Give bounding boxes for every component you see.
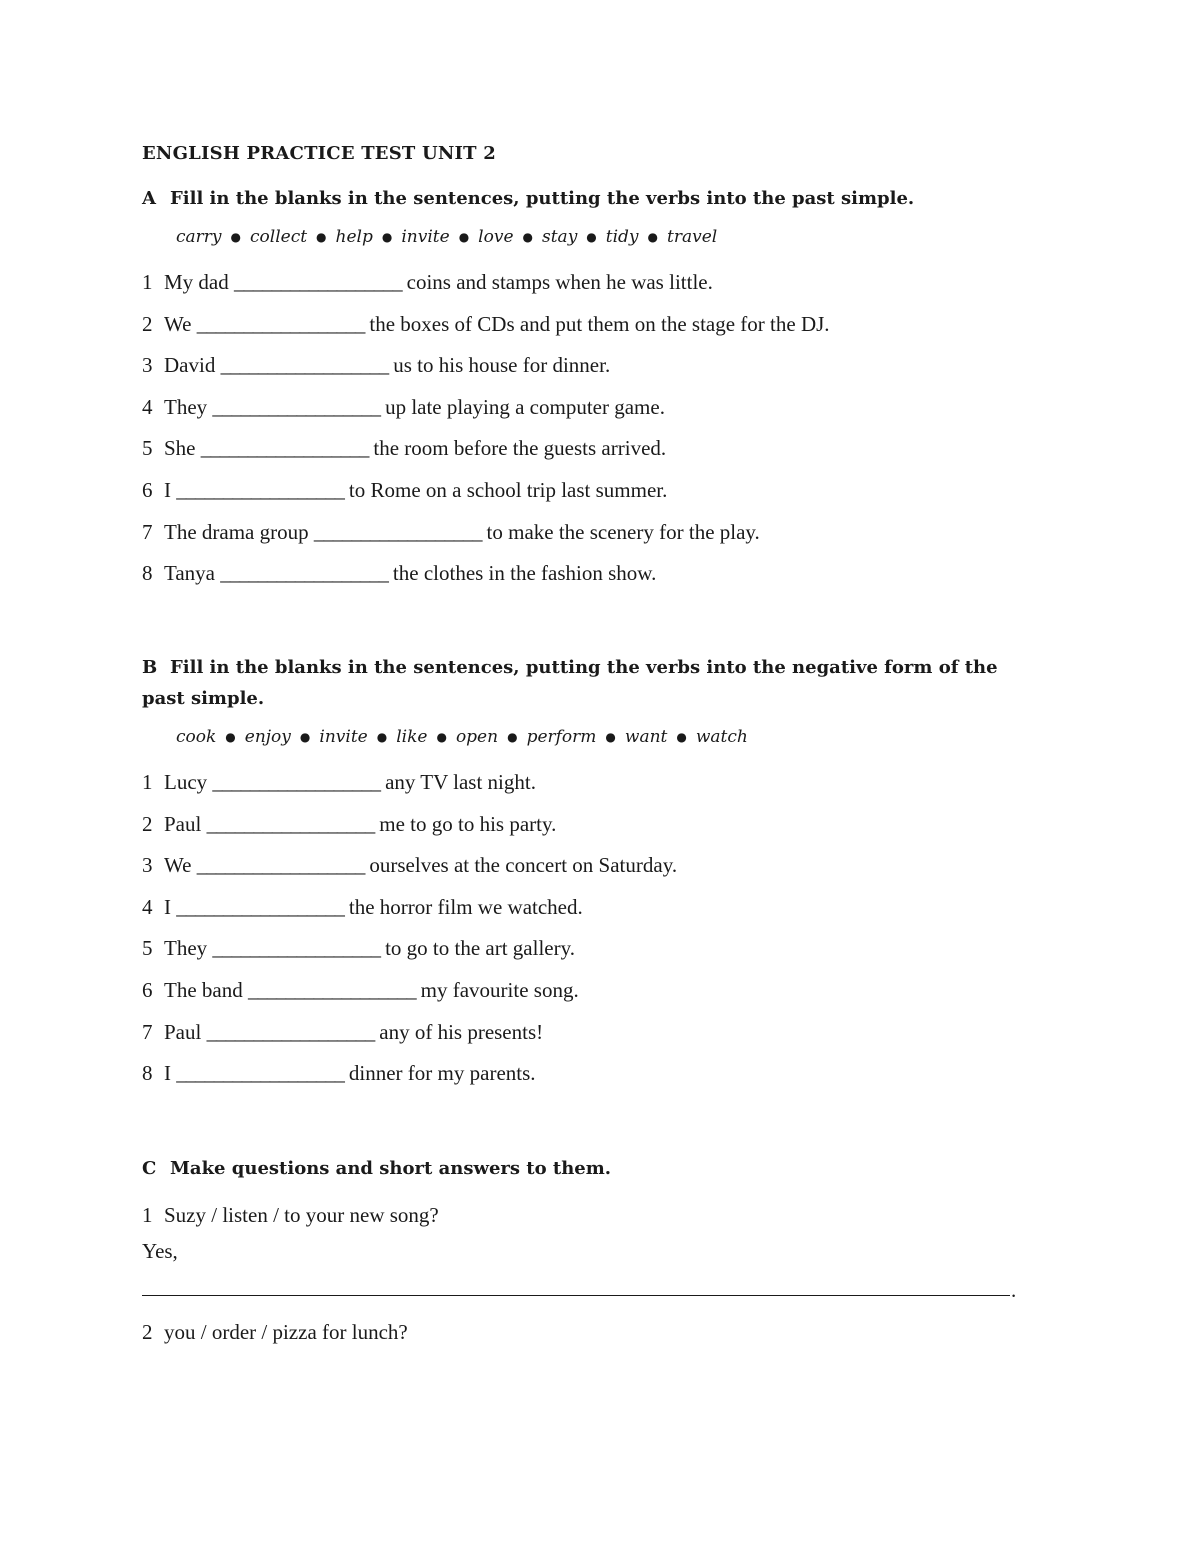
item-number: 1 (142, 1203, 153, 1227)
item-number: 1 (142, 270, 153, 294)
bullet-icon: ● (381, 230, 393, 244)
item-text-before: Paul (164, 1020, 202, 1044)
item-text-after: us to his house for dinner. (393, 353, 611, 377)
word-bank-word: enjoy (244, 727, 291, 747)
item-number: 2 (142, 312, 153, 336)
section-a-heading (142, 183, 1042, 214)
item-number: 5 (142, 436, 153, 460)
item-text-before: David (164, 353, 216, 377)
word-bank-word: watch (695, 727, 748, 747)
item-text-before: The drama group (164, 520, 309, 544)
prompt-text: you / order / pizza for lunch? (164, 1320, 408, 1344)
word-bank-word: carry (176, 227, 222, 247)
item-text-before: They (164, 936, 208, 960)
answer-blank: __________________ (176, 895, 344, 919)
word-bank-word: travel (667, 227, 718, 247)
exercise-item (142, 895, 583, 920)
bullet-icon: ● (605, 730, 616, 744)
exercise-item (142, 561, 656, 586)
section-b-instruction: Fill in the blanks in the sentences, putting the verbs into the negative form of the past simple. (142, 657, 998, 709)
word-bank-word: invite (401, 227, 450, 247)
exercise-item (142, 353, 610, 378)
item-text-after: any of his presents! (379, 1020, 544, 1044)
section-b-word-bank (176, 727, 748, 747)
exercise-item (142, 478, 667, 503)
item-number: 8 (142, 561, 153, 585)
exercise-item (142, 395, 665, 420)
item-text-before: I (164, 478, 171, 502)
question-prompt (142, 1203, 439, 1228)
answer-blank: __________________ (176, 478, 344, 502)
exercise-item (142, 436, 666, 461)
section-a-letter: A (142, 188, 156, 209)
item-number: 6 (142, 978, 153, 1002)
answer-blank: __________________ (220, 353, 388, 377)
answer-blank: __________________ (313, 520, 482, 544)
word-bank-word: want (624, 727, 668, 747)
answer-blank: __________________ (212, 770, 380, 794)
item-text-before: I (164, 1061, 171, 1085)
item-text-after: any TV last night. (385, 770, 536, 794)
item-text-after: dinner for my parents. (348, 1061, 536, 1085)
item-text-after: the clothes in the fashion show. (392, 561, 657, 585)
section-c-heading (142, 1153, 1042, 1184)
item-number: 2 (142, 812, 153, 836)
prompt-text: Suzy / listen / to your new song? (164, 1203, 439, 1227)
item-text-before: My dad (164, 270, 229, 294)
word-bank-word: tidy (605, 227, 639, 247)
section-b-letter: B (142, 657, 158, 678)
bullet-icon: ● (436, 730, 447, 744)
bullet-icon: ● (230, 230, 241, 244)
word-bank-word: invite (319, 727, 368, 747)
answer-blank: __________________ (176, 1061, 344, 1085)
word-bank-word: like (396, 727, 428, 747)
item-text-after: to Rome on a school trip last summer. (348, 478, 668, 502)
answer-blank: __________________ (200, 436, 369, 460)
exercise-item (142, 812, 556, 837)
item-number: 2 (142, 1320, 153, 1344)
item-text-before: Tanya (164, 561, 216, 585)
item-number: 3 (142, 353, 153, 377)
exercise-item (142, 770, 536, 795)
word-bank-word: love (478, 227, 514, 247)
item-text-after: to make the scenery for the play. (486, 520, 760, 544)
bullet-icon: ● (376, 730, 388, 744)
item-text-after: the boxes of CDs and put them on the stage for the DJ. (369, 312, 830, 336)
item-number: 1 (142, 770, 153, 794)
bullet-icon: ● (647, 230, 659, 244)
word-bank-word: help (335, 227, 373, 247)
item-text-after: coins and stamps when he was little. (406, 270, 713, 294)
item-text-before: Paul (164, 812, 202, 836)
item-number: 4 (142, 895, 153, 919)
answer-start: Yes, (142, 1239, 178, 1263)
item-text-after: up late playing a computer game. (385, 395, 665, 419)
item-text-after: to go to the art gallery. (385, 936, 575, 960)
item-text-before: I (164, 895, 171, 919)
answer-blank: __________________ (212, 395, 380, 419)
page-title: ENGLISH PRACTICE TEST UNIT 2 (142, 143, 496, 164)
item-text-before: The band (164, 978, 243, 1002)
exercise-item (142, 936, 575, 961)
item-text-before: They (164, 395, 208, 419)
word-bank-word: collect (250, 227, 308, 247)
answer-blank: __________________ (247, 978, 416, 1002)
item-number: 8 (142, 1061, 153, 1085)
section-c-letter: C (142, 1158, 157, 1179)
question-prompt (142, 1320, 408, 1345)
bullet-icon: ● (316, 230, 327, 244)
item-text-after: me to go to his party. (379, 812, 557, 836)
exercise-item (142, 1020, 543, 1045)
item-text-before: We (164, 312, 192, 336)
bullet-icon: ● (299, 730, 311, 744)
word-bank-word: cook (176, 727, 217, 747)
section-b-heading (142, 652, 1042, 714)
item-text-after: the room before the guests arrived. (373, 436, 667, 460)
answer-blank: __________________ (220, 561, 388, 585)
item-number: 7 (142, 520, 153, 544)
answer-line (142, 1279, 1010, 1296)
bullet-icon: ● (507, 730, 518, 744)
section-c-instruction: Make questions and short answers to them. (170, 1158, 612, 1179)
item-text-before: We (164, 853, 192, 877)
exercise-item (142, 312, 830, 337)
section-a-instruction: Fill in the blanks in the sentences, putting the verbs into the past simple. (170, 188, 915, 209)
item-number: 7 (142, 1020, 153, 1044)
word-bank-word: perform (526, 727, 597, 747)
item-text-after: the horror film we watched. (348, 895, 583, 919)
exercise-item (142, 270, 713, 295)
item-number: 5 (142, 936, 153, 960)
item-number: 6 (142, 478, 153, 502)
item-text-before: She (164, 436, 196, 460)
answer-blank: __________________ (212, 936, 380, 960)
bullet-icon: ● (676, 730, 687, 744)
exercise-item (142, 978, 579, 1003)
item-text-after: ourselves at the concert on Saturday. (369, 853, 678, 877)
exercise-item (142, 520, 760, 545)
answer-end: . (1011, 1278, 1017, 1302)
item-text-after: my favourite song. (420, 978, 579, 1002)
word-bank-word: open (455, 727, 499, 747)
exercise-item (142, 1061, 536, 1086)
answer-blank: __________________ (206, 1020, 374, 1044)
bullet-icon: ● (458, 230, 470, 244)
exercise-item (142, 853, 677, 878)
word-bank-word: stay (542, 227, 578, 247)
answer-blank: __________________ (196, 853, 365, 877)
item-number: 4 (142, 395, 153, 419)
answer-blank: __________________ (206, 812, 374, 836)
answer-blank: __________________ (196, 312, 365, 336)
bullet-icon: ● (225, 730, 236, 744)
bullet-icon: ● (522, 230, 533, 244)
item-number: 3 (142, 853, 153, 877)
answer-blank: __________________ (234, 270, 402, 294)
item-text-before: Lucy (164, 770, 208, 794)
bullet-icon: ● (586, 230, 597, 244)
section-a-word-bank (176, 227, 717, 247)
